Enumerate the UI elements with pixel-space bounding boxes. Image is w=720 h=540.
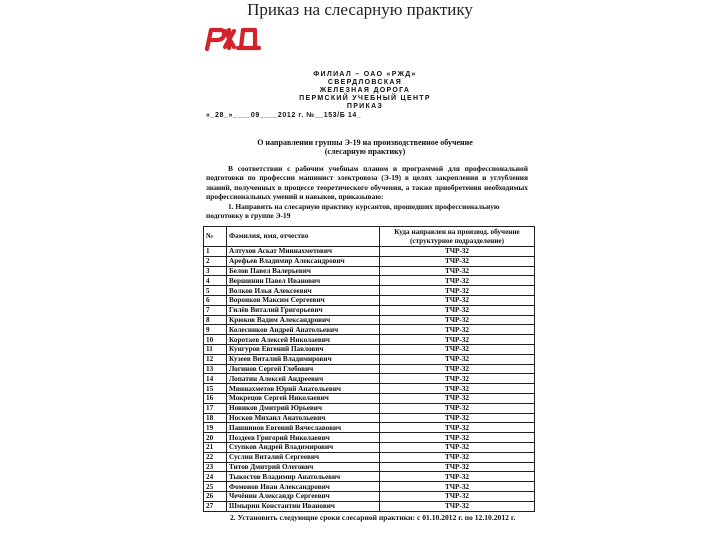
table-row xyxy=(204,413,535,423)
row-number: 19 xyxy=(204,423,227,433)
table-row xyxy=(204,482,535,492)
row-name: Воронков Максим Сергеевич xyxy=(227,295,380,305)
row-number: 4 xyxy=(204,276,227,286)
row-destination: ТЧР-32 xyxy=(380,393,535,403)
row-destination: ТЧР-32 xyxy=(380,295,535,305)
col-header-destination: Куда направлен на производ. обучение (структурное подразделение) xyxy=(380,227,535,247)
row-name: Миннахметов Юрий Анатольевич xyxy=(227,384,380,394)
table-row xyxy=(204,472,535,482)
header-line: ПЕРМСКИЙ УЧЕБНЫЙ ЦЕНТР xyxy=(299,95,431,102)
table-row xyxy=(204,423,535,433)
row-destination: ТЧР-32 xyxy=(380,442,535,452)
table-row xyxy=(204,374,535,384)
row-number: 26 xyxy=(204,491,227,501)
order-date-number: «_28_»____09____2012 г. №__153/Б 14_ xyxy=(206,112,362,119)
order-subject-sub: (слесарную практику) xyxy=(324,147,406,156)
row-destination: ТЧР-32 xyxy=(380,433,535,443)
table-row xyxy=(204,501,535,511)
row-name: Суслин Виталий Сергеевич xyxy=(227,452,380,462)
table-row xyxy=(204,462,535,472)
row-number: 25 xyxy=(204,482,227,492)
table-row xyxy=(204,295,535,305)
table-row xyxy=(204,315,535,325)
row-number: 1 xyxy=(204,247,227,257)
row-number: 14 xyxy=(204,374,227,384)
students-table-body xyxy=(204,247,535,512)
row-destination: ТЧР-32 xyxy=(380,335,535,345)
row-destination: ТЧР-32 xyxy=(380,247,535,257)
rzd-logo-icon xyxy=(203,26,263,52)
row-name: Чечёнин Александр Сергеевич xyxy=(227,491,380,501)
row-destination: ТЧР-32 xyxy=(380,472,535,482)
row-number: 20 xyxy=(204,433,227,443)
row-name: Носков Михаил Анатольевич xyxy=(227,413,380,423)
row-destination: ТЧР-32 xyxy=(380,364,535,374)
row-name: Шмырин Константин Иванович xyxy=(227,501,380,511)
row-destination: ТЧР-32 xyxy=(380,315,535,325)
row-number: 11 xyxy=(204,344,227,354)
row-name: Гилёв Виталий Григорьевич xyxy=(227,305,380,315)
row-name: Фомонов Иван Александрович xyxy=(227,482,380,492)
row-number: 21 xyxy=(204,442,227,452)
row-destination: ТЧР-32 xyxy=(380,354,535,364)
row-name: Новиков Дмитрий Юрьевич xyxy=(227,403,380,413)
row-number: 13 xyxy=(204,364,227,374)
table-row xyxy=(204,403,535,413)
table-row xyxy=(204,442,535,452)
row-destination: ТЧР-32 xyxy=(380,482,535,492)
header-line: ПРИКАЗ xyxy=(346,103,384,110)
row-number: 17 xyxy=(204,403,227,413)
table-row xyxy=(204,266,535,276)
row-destination: ТЧР-32 xyxy=(380,344,535,354)
row-destination: ТЧР-32 xyxy=(380,374,535,384)
table-row xyxy=(204,491,535,501)
row-name: Ступков Андрей Владимирович xyxy=(227,442,380,452)
table-row xyxy=(204,344,535,354)
row-destination: ТЧР-32 xyxy=(380,266,535,276)
row-number: 12 xyxy=(204,354,227,364)
row-number: 8 xyxy=(204,315,227,325)
order-document xyxy=(200,65,530,527)
table-row xyxy=(204,384,535,394)
col-header-number: № xyxy=(204,227,227,247)
row-name: Пашнинов Евгений Вячеславович xyxy=(227,423,380,433)
row-name: Вершинин Павел Иванович xyxy=(227,276,380,286)
row-number: 6 xyxy=(204,295,227,305)
row-name: Лопатин Алексей Андреевич xyxy=(227,374,380,384)
table-row xyxy=(204,433,535,443)
row-number: 5 xyxy=(204,286,227,296)
header-line: ЖЕЛЕЗНАЯ ДОРОГА xyxy=(319,87,411,94)
row-name: Мокрецов Сергей Николаевич xyxy=(227,393,380,403)
row-number: 10 xyxy=(204,335,227,345)
row-name: Кунгуров Евгений Павлович xyxy=(227,344,380,354)
order-item-1: 1. Направить на слесарную практику курсантов, прошедших профессиональную подготовку в группе Э-19 xyxy=(206,202,500,221)
row-number: 7 xyxy=(204,305,227,315)
row-name: Белов Павел Валерьевич xyxy=(227,266,380,276)
order-preamble: В соответствии с рабочим учебным планом и программой для профессиональной подготовки по профессии машинист электровоза (Э-19) в целях закрепления и углубления знаний, полученных в процессе теоретического обучения, а также приобретения необходимых профессиональных умений и навыков, приказываю: xyxy=(206,164,528,202)
row-destination: ТЧР-32 xyxy=(380,325,535,335)
row-destination: ТЧР-32 xyxy=(380,286,535,296)
row-number: 9 xyxy=(204,325,227,335)
header-line: ФИЛИАЛ – ОАО «РЖД» xyxy=(313,71,417,78)
row-destination: ТЧР-32 xyxy=(380,462,535,472)
row-name: Алтухов Аскат Миннахметович xyxy=(227,247,380,257)
row-number: 18 xyxy=(204,413,227,423)
row-number: 3 xyxy=(204,266,227,276)
row-name: Арефьев Владимир Александрович xyxy=(227,256,380,266)
row-destination: ТЧР-32 xyxy=(380,413,535,423)
table-row xyxy=(204,286,535,296)
row-name: Логинов Сергей Глебович xyxy=(227,364,380,374)
table-row xyxy=(204,247,535,257)
table-row xyxy=(204,256,535,266)
students-table xyxy=(203,226,535,512)
row-destination: ТЧР-32 xyxy=(380,276,535,286)
row-number: 15 xyxy=(204,384,227,394)
row-name: Тыкостов Владимир Анатольевич xyxy=(227,472,380,482)
row-destination: ТЧР-32 xyxy=(380,501,535,511)
slide-title: Приказ на слесарную практику xyxy=(247,0,473,19)
row-number: 16 xyxy=(204,393,227,403)
row-destination: ТЧР-32 xyxy=(380,423,535,433)
table-row xyxy=(204,335,535,345)
row-destination: ТЧР-32 xyxy=(380,491,535,501)
order-subject: О направлении группы Э-19 на производственное обучение xyxy=(257,138,473,147)
order-item-2: 2. Установить следующие сроки слесарной практики: с 01.10.2012 г. по 12.10.2012 г. xyxy=(230,513,516,522)
row-name: Поздеев Григорий Николаевич xyxy=(227,433,380,443)
row-name: Коротаев Алексей Николаевич xyxy=(227,335,380,345)
row-name: Колесников Андрей Анатольевич xyxy=(227,325,380,335)
row-destination: ТЧР-32 xyxy=(380,256,535,266)
row-name: Волков Илья Алексеевич xyxy=(227,286,380,296)
table-header-row xyxy=(204,227,535,247)
table-row xyxy=(204,354,535,364)
row-number: 2 xyxy=(204,256,227,266)
row-destination: ТЧР-32 xyxy=(380,384,535,394)
col-header-name: Фамилия, имя, отчество xyxy=(227,227,380,247)
table-row xyxy=(204,305,535,315)
table-row xyxy=(204,276,535,286)
table-row xyxy=(204,364,535,374)
table-row xyxy=(204,393,535,403)
row-destination: ТЧР-32 xyxy=(380,403,535,413)
row-number: 23 xyxy=(204,462,227,472)
row-destination: ТЧР-32 xyxy=(380,305,535,315)
row-number: 24 xyxy=(204,472,227,482)
table-row xyxy=(204,325,535,335)
row-number: 22 xyxy=(204,452,227,462)
row-name: Кузеев Виталий Владимирович xyxy=(227,354,380,364)
row-destination: ТЧР-32 xyxy=(380,452,535,462)
row-number: 27 xyxy=(204,501,227,511)
table-row xyxy=(204,452,535,462)
row-name: Крюков Вадим Александрович xyxy=(227,315,380,325)
row-name: Титов Дмитрий Олегович xyxy=(227,462,380,472)
header-line: СВЕРДЛОВСКАЯ xyxy=(327,79,403,86)
